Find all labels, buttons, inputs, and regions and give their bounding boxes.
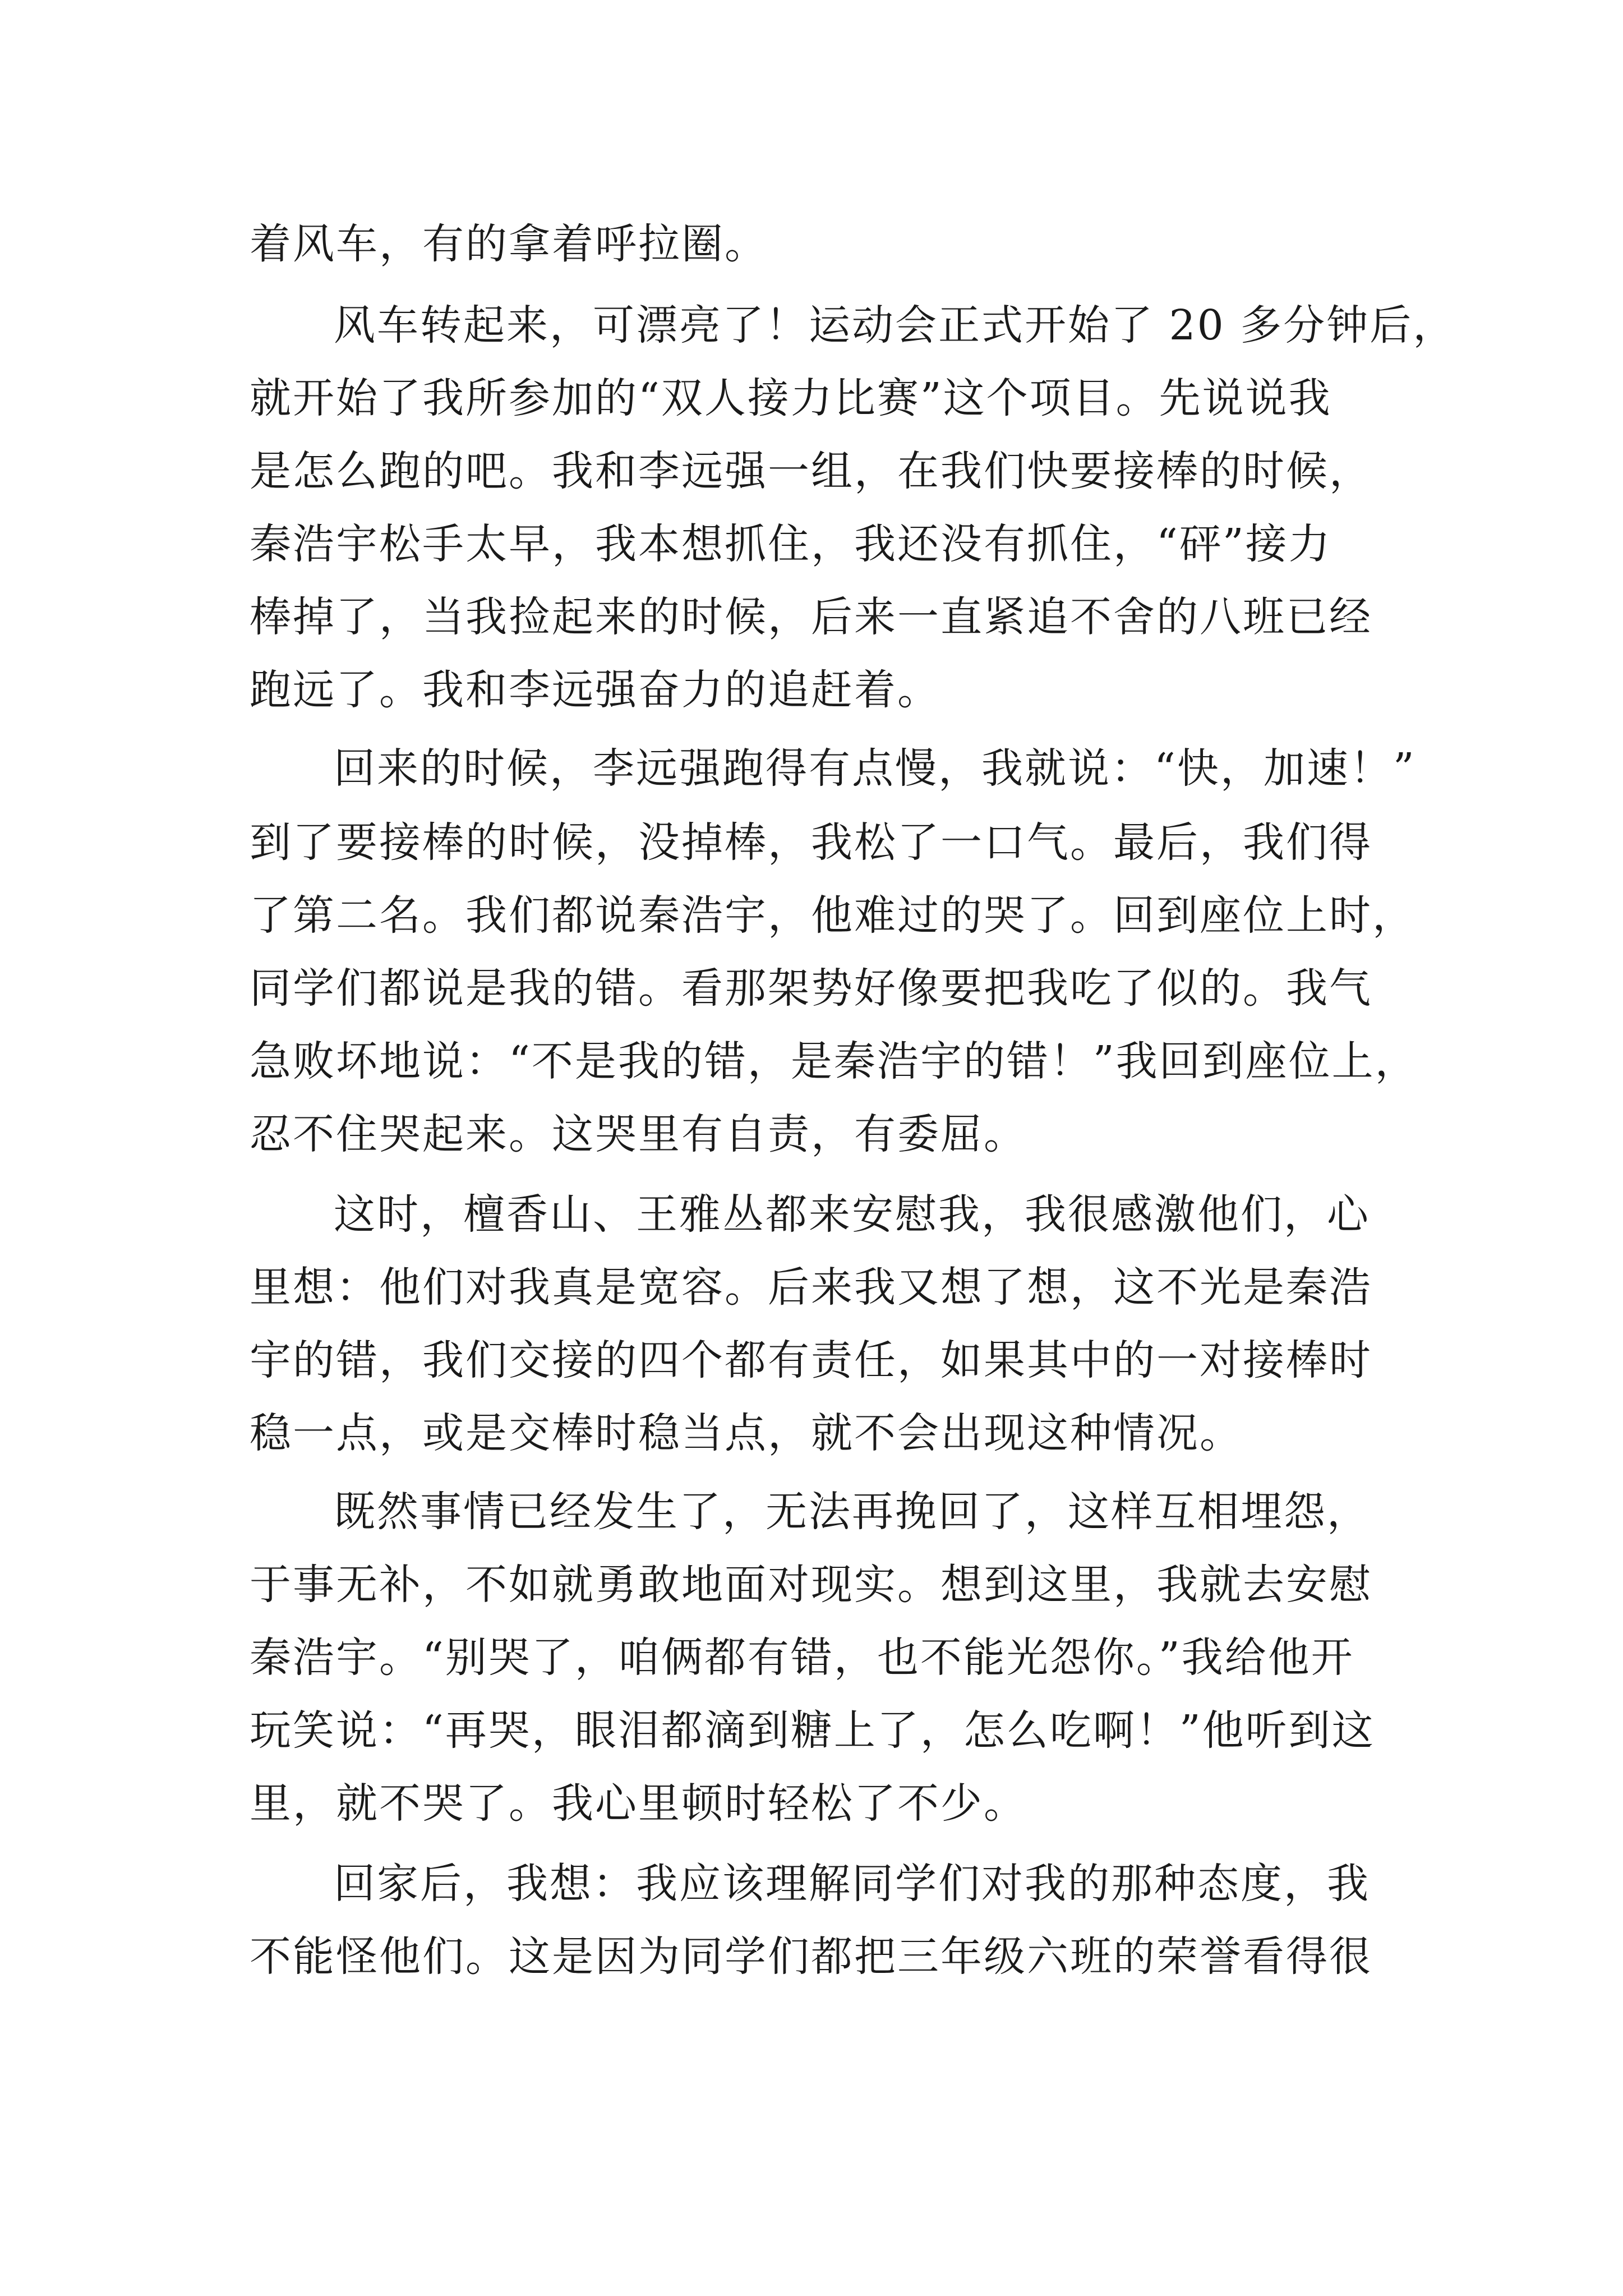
text-line: 风车转起来，可漂亮了！运动会正式开始了 20 多分钟后，	[334, 301, 1456, 349]
text-line: 跑远了。我和李远强奋力的追赶着。	[250, 666, 940, 714]
text-line: 回来的时候，李远强跑得有点慢，我就说：“快，加速！”	[334, 744, 1416, 793]
text-line: 秦浩宇松手太早，我本想抓住，我还没有抓住，“砰”接力	[250, 520, 1332, 568]
text-line: 不能怪他们。这是因为同学们都把三年级六班的荣誉看得很	[250, 1932, 1372, 1981]
text-line: 里，就不哭了。我心里顿时轻松了不少。	[250, 1779, 1027, 1828]
text-line: 是怎么跑的吧。我和李远强一组，在我们快要接棒的时候，	[250, 447, 1372, 495]
text-line: 秦浩宇。“别哭了，咱俩都有错，也不能光怨你。”我给他开	[250, 1634, 1354, 1682]
text-line: 既然事情已经发生了，无法再挽回了，这样互相埋怨，	[334, 1488, 1370, 1536]
text-line: 同学们都说是我的错。看那架势好像要把我吃了似的。我气	[250, 964, 1372, 1013]
text-line: 就开始了我所参加的“双人接力比赛”这个项目。先说说我	[250, 374, 1332, 422]
text-line: 宇的错，我们交接的四个都有责任，如果其中的一对接棒时	[250, 1336, 1372, 1384]
text-line: 稳一点，或是交棒时稳当点，就不会出现这种情况。	[250, 1409, 1243, 1457]
text-line: 于事无补，不如就勇敢地面对现实。想到这里，我就去安慰	[250, 1561, 1372, 1609]
text-line: 棒掉了，当我捡起来的时候，后来一直紧追不舍的八班已经	[250, 593, 1372, 641]
text-line: 到了要接棒的时候，没掉棒，我松了一口气。最后，我们得	[250, 818, 1372, 867]
text-line: 着风车，有的拿着呼拉圈。	[250, 220, 768, 268]
text-line: 这时，檀香山、王雅丛都来安慰我，我很感激他们，心	[334, 1190, 1370, 1239]
text-line: 里想：他们对我真是宽容。后来我又想了想，这不光是秦浩	[250, 1263, 1372, 1312]
text-line: 回家后，我想：我应该理解同学们对我的那种态度，我	[334, 1860, 1370, 1908]
text-line: 了第二名。我们都说秦浩宇，他难过的哭了。回到座位上时，	[250, 891, 1415, 940]
text-line: 忍不住哭起来。这哭里有自责，有委屈。	[250, 1110, 1027, 1158]
text-line: 玩笑说：“再哭，眼泪都滴到糖上了，怎么吃啊！”他听到这	[250, 1706, 1375, 1755]
text-line: 急败坏地说：“不是我的错，是秦浩宇的错！”我回到座位上，	[250, 1037, 1418, 1085]
